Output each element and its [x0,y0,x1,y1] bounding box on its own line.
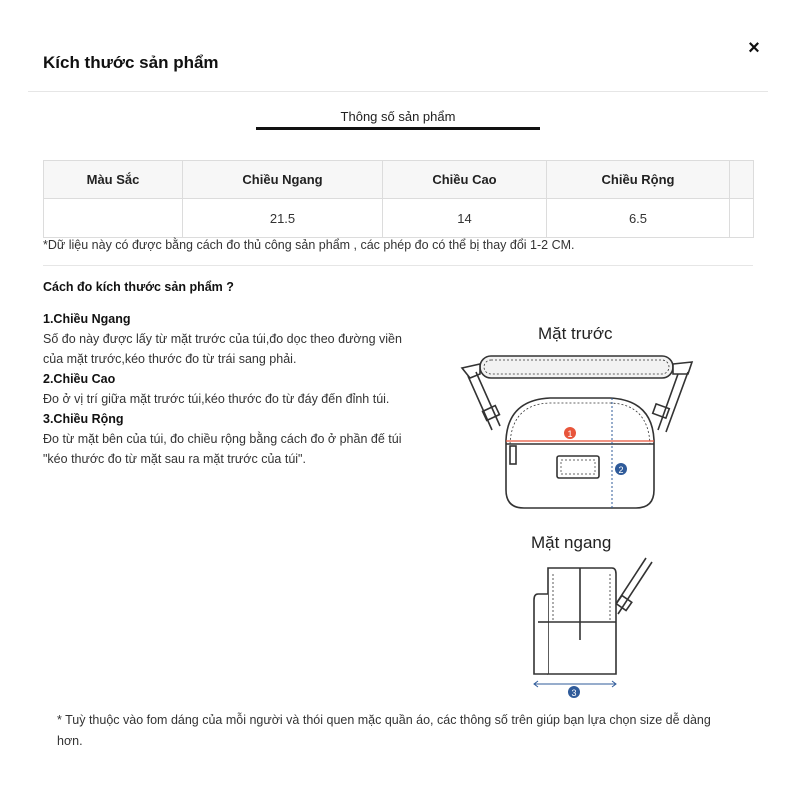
howto-steps [43,309,403,469]
howto-title: Cách đo kích thước sản phẩm ? [43,280,234,294]
size-table [43,160,754,238]
measurement-note: *Dữ liệu này có được bằng cách đo thủ công sản phẩm , các phép đo có thể bị thay đổi 1-2 CM. [43,238,575,252]
table-cell: 14 [383,199,547,238]
step-heading: 3.Chiều Rộng [43,412,124,426]
tab-product-specs[interactable]: Thông số sản phẩm [340,109,456,124]
step-heading: 2.Chiều Cao [43,372,116,386]
bag-diagram [440,340,710,710]
side-view-label: Mặt ngang [531,533,612,552]
table-cell [730,199,754,238]
column-header: Màu Sắc [44,161,183,199]
table-row [44,199,754,238]
step-text: Số đo này được lấy từ mặt trước của túi,đo dọc theo đường viền của mặt trước,kéo thước đo từ trái sang phải. [43,332,402,366]
column-header: Chiều Rộng [547,161,730,199]
column-header [730,161,754,199]
table-cell: 6.5 [547,199,730,238]
front-bag-illustration [462,356,692,508]
column-header: Chiều Cao [383,161,547,199]
modal-title: Kích thước sản phẩm [43,53,219,72]
table-cell [44,199,183,238]
section-divider [43,265,753,266]
table-cell: 21.5 [183,199,383,238]
step-text: Đo từ mặt bên của túi, đo chiều rộng bằng cách đo ở phần đế túi "kéo thước đo từ mặt sau ra mặt trước của túi". [43,432,402,466]
step-heading: 1.Chiều Ngang [43,312,131,326]
side-bag-illustration [534,558,652,674]
close-icon[interactable]: × [748,37,760,59]
column-header: Chiều Ngang [183,161,383,199]
marker-3-label: 3 [571,688,577,698]
tab-active-indicator [256,127,540,130]
marker-2-label: 2 [618,465,624,475]
front-view-label: Mặt trước [538,324,613,343]
marker-1-label: 1 [567,429,573,439]
header-divider [28,91,768,92]
table-header-row [44,161,754,199]
step-text: Đo ở vị trí giữa mặt trước túi,kéo thước đo từ đáy đến đỉnh túi. [43,392,390,406]
fit-note: * Tuỳ thuộc vào fom dáng của mỗi người và thói quen mặc quần áo, các thông số trên giúp bạn lựa chọn size dễ dàng hơn. [57,713,711,748]
